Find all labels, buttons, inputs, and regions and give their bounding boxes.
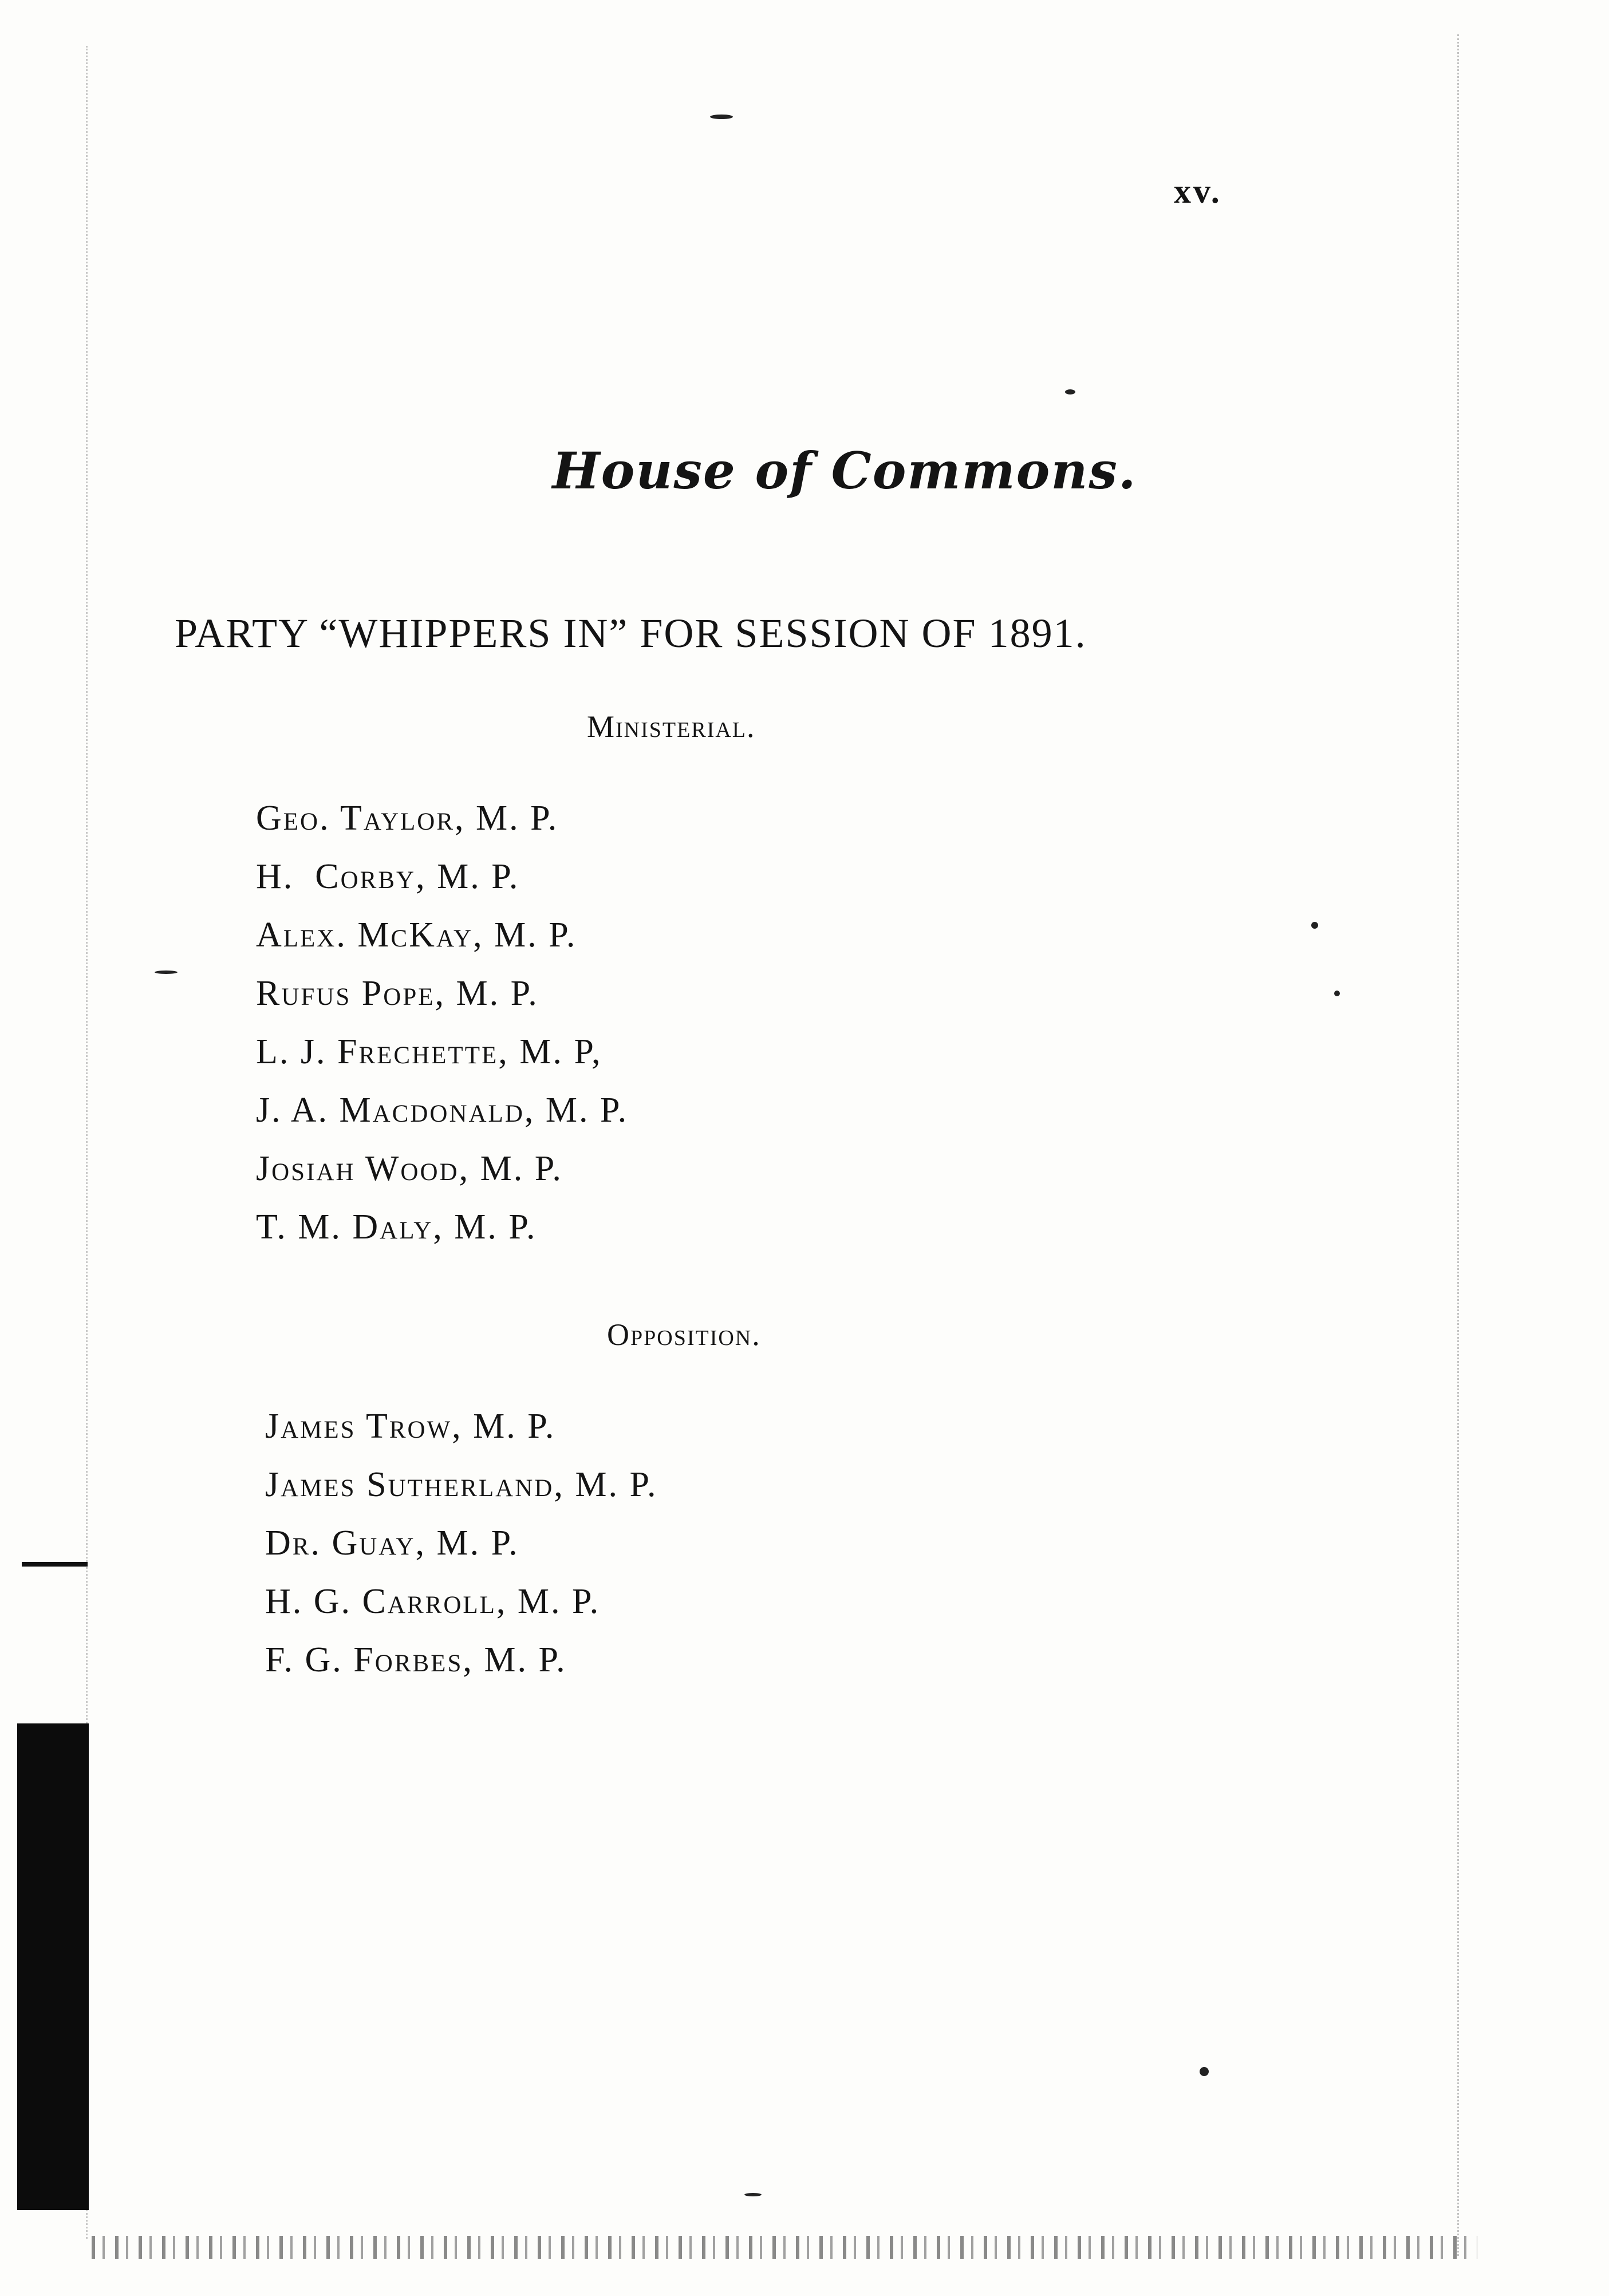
list-item: Dr. Guay, M. P. (265, 1524, 519, 1563)
list-item: J. A. Macdonald, M. P. (256, 1091, 629, 1130)
speck (1065, 389, 1075, 394)
list-item: Alex. McKay, M. P. (256, 916, 577, 954)
scan-right-edge (1457, 34, 1461, 2256)
ministerial-heading: Ministerial. (587, 709, 756, 744)
opposition-list (265, 1397, 658, 1689)
opposition-heading: Opposition. (607, 1317, 761, 1352)
speck (1200, 2067, 1209, 2076)
list-item: L. J. Frechette, M. P, (256, 1032, 602, 1071)
page-number: xv. (1174, 172, 1222, 210)
scan-bottom-noise (92, 2236, 1477, 2259)
speck (155, 971, 178, 974)
list-item: Geo. Taylor, M. P. (256, 799, 559, 838)
scan-artifact-bar (22, 1562, 88, 1567)
scan-artifact-block (17, 1723, 89, 2210)
page-subtitle: PARTY “WHIPPERS IN” FOR SESSION OF 1891. (175, 610, 1087, 656)
list-item: James Sutherland, M. P. (265, 1465, 658, 1504)
list-item: James Trow, M. P. (265, 1407, 556, 1446)
list-item: F. G. Forbes, M. P. (265, 1640, 567, 1679)
list-item: T. M. Daly, M. P. (256, 1208, 537, 1246)
speck (744, 2193, 762, 2196)
speck (710, 115, 733, 119)
list-item: Josiah Wood, M. P. (256, 1149, 563, 1188)
list-item: Rufus Pope, M. P. (256, 974, 539, 1013)
page-heading: House of Commons. (552, 441, 1137, 500)
speck (1334, 991, 1340, 996)
list-item: H. Corby, M. P. (256, 857, 520, 896)
list-item: H. G. Carroll, M. P. (265, 1582, 601, 1621)
ministerial-list (256, 789, 628, 1256)
speck (1311, 922, 1318, 929)
